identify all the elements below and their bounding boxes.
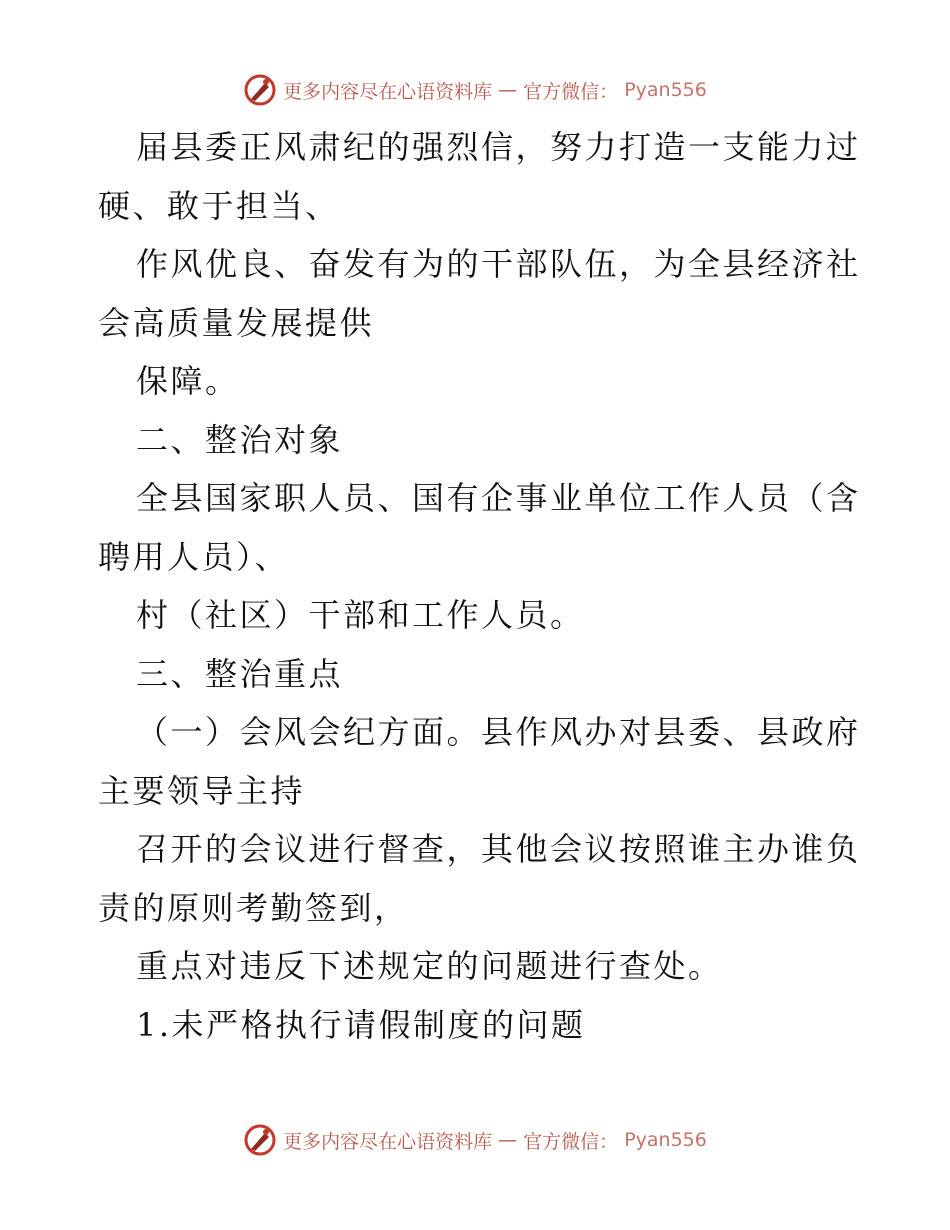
section-heading: 二、整治对象 [136,420,344,459]
watermark-label: 官方微信： [523,1130,619,1153]
document-body [98,118,861,1054]
paragraph-line: 重点对违反下述规定的问题进行查处。 [136,947,723,985]
list-item: 1.未严格执行请假制度的问题 [136,1005,586,1044]
footer-watermark [0,1120,950,1160]
paragraph-line: 全县国家职人员、国有企事业单位工作人员（含 [136,479,861,517]
paragraph-line: 村（社区）干部和工作人员。 [136,596,585,634]
paragraph-line: 责的原则考勤签到， [98,888,409,927]
paragraph-line: 作风优良、奋发有为的干部队伍，为全县经济社 [136,245,861,283]
paragraph-line: 届县委正风肃纪的强烈信，努力打造一支能力过 [136,128,861,166]
pen-nib-logo-icon [243,73,277,107]
section-heading: 三、整治重点 [136,654,344,693]
paragraph-line: 硬、敢于担当、 [98,186,340,225]
watermark-id: Pyan556 [624,1129,707,1151]
paragraph-line: 会高质量发展提供 [98,303,375,342]
paragraph-line: 聘用人员）、 [98,537,290,576]
pen-nib-logo-icon [243,1123,277,1157]
paragraph-line: 召开的会议进行督查，其他会议按照谁主办谁负 [136,830,861,868]
paragraph-line: 主要领导主持 [98,771,306,810]
header-watermark [0,70,950,110]
watermark-label: 官方微信： [523,80,619,103]
watermark-dash: — [498,1129,518,1151]
watermark-id: Pyan556 [624,79,707,101]
paragraph-line: （一）会风会纪方面。县作风办对县委、县政府 [136,713,861,751]
watermark-dash: — [498,79,518,101]
watermark-brand: 更多内容尽在心语资料库 [283,1130,493,1153]
paragraph-line: 保障。 [136,362,240,400]
watermark-brand: 更多内容尽在心语资料库 [283,80,493,103]
